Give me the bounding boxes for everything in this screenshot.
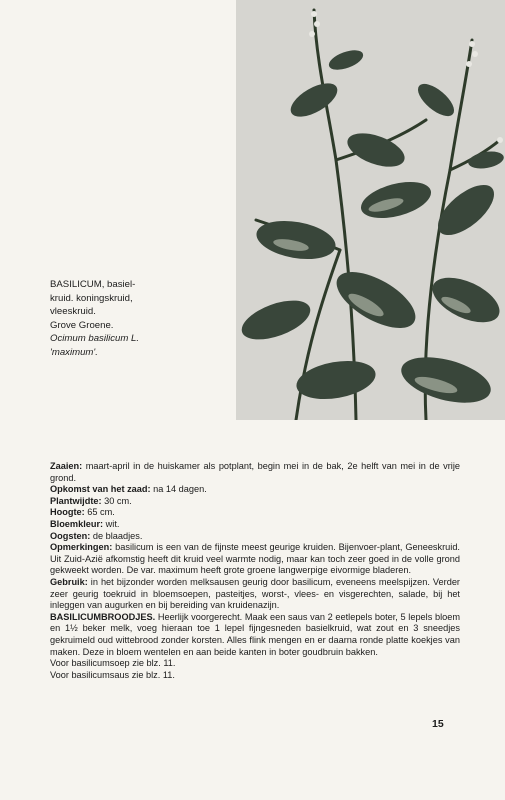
entry-oogsten [50,531,460,543]
entry-text: wit. [103,518,120,529]
entry-text: maart-april in de huiskamer als potplant, begin mei in de bak, 2e helft van mei in de vrije grond. [50,461,460,483]
entry-hoogte [50,507,460,519]
caption-line: kruid. koningskruid, [50,292,133,304]
entry-text: 30 cm. [101,495,132,506]
entry-text: Heerlijk voorgerecht. Maak een saus van 2 eetlepels boter, 5 lepels bloem en 1½ beker melk, voeg hieraan toe 1 lepel fijngesneden basielkruid, wat zout en 3 sneedjes gekruimeld oud wittebrood zonder korsten. Alles flink mengen en er daarna ronde platte koekjes van maken. Deze in bloem wentelen en aan beide kanten in boter goudbruin bakken. [50,611,460,657]
herb-description [50,461,460,681]
basil-plant-photo [236,0,505,420]
entry-label: BASILICUMBROODJES. [50,611,156,622]
entry-label: Hoogte: [50,507,85,518]
entry-plantwijdte [50,496,460,508]
entry-zaaien [50,461,460,484]
photo-caption [50,278,170,359]
page-number: 15 [432,718,444,730]
caption-line: Grove Groene. [50,319,114,331]
entry-label: Oogsten: [50,530,91,541]
entry-gebruik [50,577,460,612]
entry-saus-reference: Voor basilicumsaus zie blz. 11. [50,669,175,680]
entry-text: de blaadjes. [90,530,143,541]
entry-text: 65 cm. [84,507,115,518]
entry-opkomst [50,484,460,496]
entry-text: basilicum is een van de fijnste meest geurige kruiden. Bijenvoer-plant, Geneeskruid. Uit Zuid-Azië afkomstig heeft dit kruid veel warmte nodig, maar kan toch zeer goed in de volle grond gekweekt worden. De var. maximum heeft grote groene langwerpige eivormige bladeren. [50,542,460,576]
entry-soep-reference: Voor basilicumsoep zie blz. 11. [50,658,176,669]
entry-basilicumbroodjes [50,612,460,658]
entry-label: Plantwijdte: [50,495,102,506]
caption-latin-name: Ocimum basilicum L. [50,333,140,344]
entry-label: Gebruik: [50,576,88,587]
caption-line: vleeskruid. [50,306,96,317]
entry-label: Opkomst van het zaad: [50,484,151,495]
entry-opmerkingen [50,542,460,577]
entry-text: na 14 dagen. [150,484,207,495]
basil-plant-illustration [236,0,505,420]
caption-variety: 'maximum'. [50,346,98,358]
entry-label: Bloemkleur: [50,518,104,529]
entry-bloemkleur [50,519,460,531]
caption-line: BASILICUM, basiel- [50,279,136,290]
entry-label: Zaaien: [50,461,83,471]
entry-text: in het bijzonder worden melksausen geurig door basilicum, eveneens meelspijzen. Verder zeer geurig toekruid in bloemsoepen, pasteitjes, worst-, vlees- en visgerechten, salade, bij het inleggen van augurken en bij bereiding van kruidenazijn. [50,576,460,611]
entry-label: Opmerkingen: [50,542,113,553]
